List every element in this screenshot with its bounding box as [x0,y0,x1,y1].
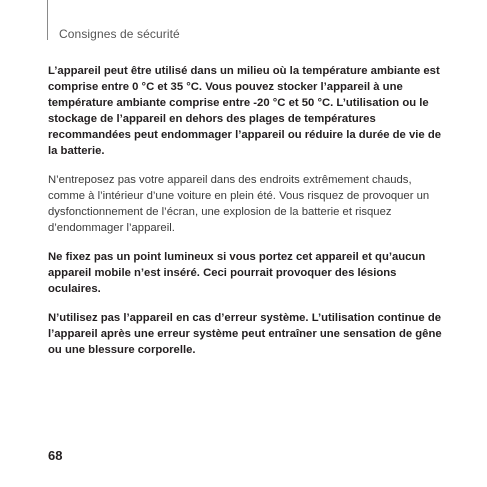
section-title: Consignes de sécurité [59,27,180,41]
header-divider-line [47,0,48,40]
paragraph-hot-storage-warning: N’entreposez pas votre appareil dans des endroits extrêmement chauds, comme à l’intérieur d’une voiture en plein été. Vous risquez de provoquer un dysfonctionnement de l’écran, une explosion de la batterie et risquez d’endommager l’appareil. [48,174,430,234]
paragraph-light-point-warning: Ne fixez pas un point lumineux si vous portez cet appareil et qu’aucun appareil mobile n’est inséré. Ceci pourrait provoquer des lésions oculaires. [48,251,426,295]
document-body [48,63,448,371]
paragraph-system-error-warning: N’utilisez pas l’appareil en cas d’erreur système. L’utilisation continue de l’appareil après une erreur système peut entraîner une sensation de gêne ou une blessure corporelle. [48,312,442,356]
paragraph-temperature-range: L’appareil peut être utilisé dans un milieu où la température ambiante est comprise entre 0 °C et 35 °C. Vous pouvez stocker l’appareil à une température ambiante comprise entre -20 °C et 50 °C. L’utilisation ou le stockage de l’appareil en dehors des plages de températures recommandées peut endommager l’appareil ou réduire la durée de vie de la batterie. [48,65,442,157]
page-number: 68 [48,448,63,463]
